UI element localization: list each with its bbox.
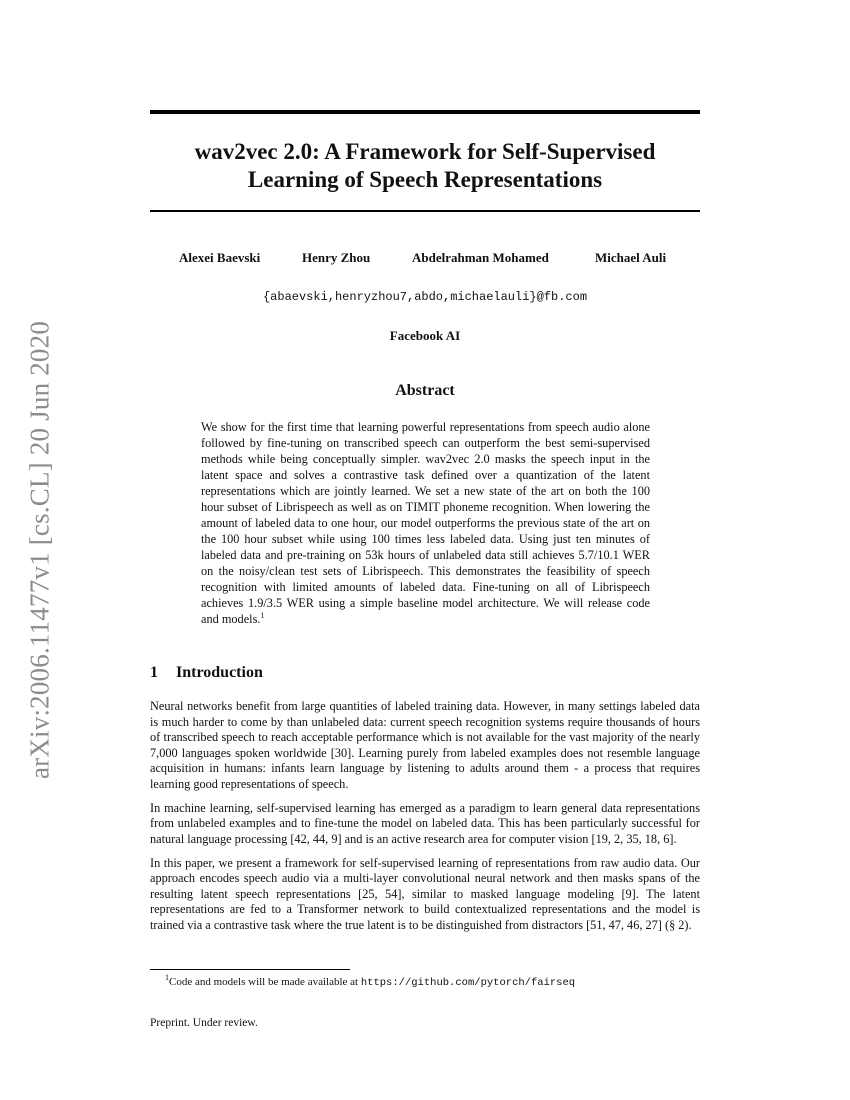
paragraph: In machine learning, self-supervised learning has emerged as a paradigm to learn general data representations from unlabeled examples and to fine-tune the model on labeled data. This has been particularly successful for natural language processing [42, 44, 9] and is an active research area for computer vision [19, 2, 35, 18, 6]. (150, 800, 700, 846)
footnote-rule (150, 969, 350, 970)
introduction-body (150, 699, 700, 942)
footnote-mark: 1 (165, 973, 169, 982)
footnote-text: Code and models will be made available at (169, 976, 361, 988)
paper-title (150, 138, 700, 194)
abstract-heading: Abstract (395, 382, 455, 399)
author-email: {abaevski,henryzhou7,abdo,michaelauli}@fb.com (262, 290, 588, 304)
preprint-note: Preprint. Under review. (150, 1017, 258, 1029)
abstract-text: We show for the first time that learning powerful representations from speech audio alone followed by fine-tuning on transcribed speech can outperform the best semi-supervised methods while being conceptually simpler. wav2vec 2.0 masks the speech input in the latent space and solves a contrastive task defined over a quantization of the latent representations which are jointly learned. We set a new state of the art on both the 100 hour subset of Librispeech as well as on TIMIT phoneme recognition. When lowering the amount of labeled data to one hour, our model outperforms the previous state of the art on the 100 hour subset while using 100 times less labeled data. Using just ten minutes of labeled data and pre-training on 53k hours of unlabeled data still achieves 5.7/10.1 WER on the noisy/clean test sets of Librispeech. This demonstrates the feasibility of speech recognition with limited amounts of labeled data. Fine-tuning on all of Librispeech achieves 1.9/3.5 WER using a simple baseline model architecture. We will release code and models. (201, 420, 650, 626)
author-list (150, 250, 700, 270)
section-number: 1 (150, 664, 158, 681)
paragraph: Neural networks benefit from large quantities of labeled training data. However, in many settings labeled data is much harder to come by than unlabeled data: current speech recognition systems require thousands of hours of transcribed speech to reach acceptable performance which is not available for the vast majority of the nearly 7,000 languages spoken worldwide [30]. Learning purely from labeled examples does not resemble language acquisition in humans: infants learn language by listening to adults around them - a process that requires learning good representations of speech. (150, 699, 700, 791)
title-rule-bottom (150, 210, 700, 212)
author-name: Henry Zhou (302, 250, 371, 265)
section-title: Introduction (176, 664, 263, 681)
section-heading-introduction (150, 664, 263, 682)
abstract-body (201, 419, 650, 627)
title-line-1: wav2vec 2.0: A Framework for Self-Supervised (194, 139, 656, 164)
footnote-url[interactable]: https://github.com/pytorch/fairseq (360, 977, 576, 989)
footnote-marker[interactable]: 1 (260, 611, 265, 620)
title-rule-top (150, 110, 700, 114)
title-line-2: Learning of Speech Representations (247, 167, 603, 192)
author-name: Abdelrahman Mohamed (412, 250, 549, 265)
author-name: Michael Auli (595, 250, 667, 265)
affiliation: Facebook AI (389, 328, 461, 343)
paragraph: In this paper, we present a framework for self-supervised learning of representations from raw audio data. Our approach encodes speech audio via a multi-layer convolutional neural network and then masks spans of the resulting latent speech representations [25, 54], similar to masked language modeling [9]. The latent representations are fed to a Transformer network to build contextualized representations and the model is trained via a contrastive task where the true latent is to be distinguished from distractors [51, 47, 46, 27] (§ 2). (150, 855, 700, 932)
author-name: Alexei Baevski (179, 250, 261, 265)
footnote (165, 975, 700, 990)
arxiv-id[interactable]: arXiv:2006.11477v1 [cs.CL] 20 Jun 2020 (24, 320, 55, 780)
